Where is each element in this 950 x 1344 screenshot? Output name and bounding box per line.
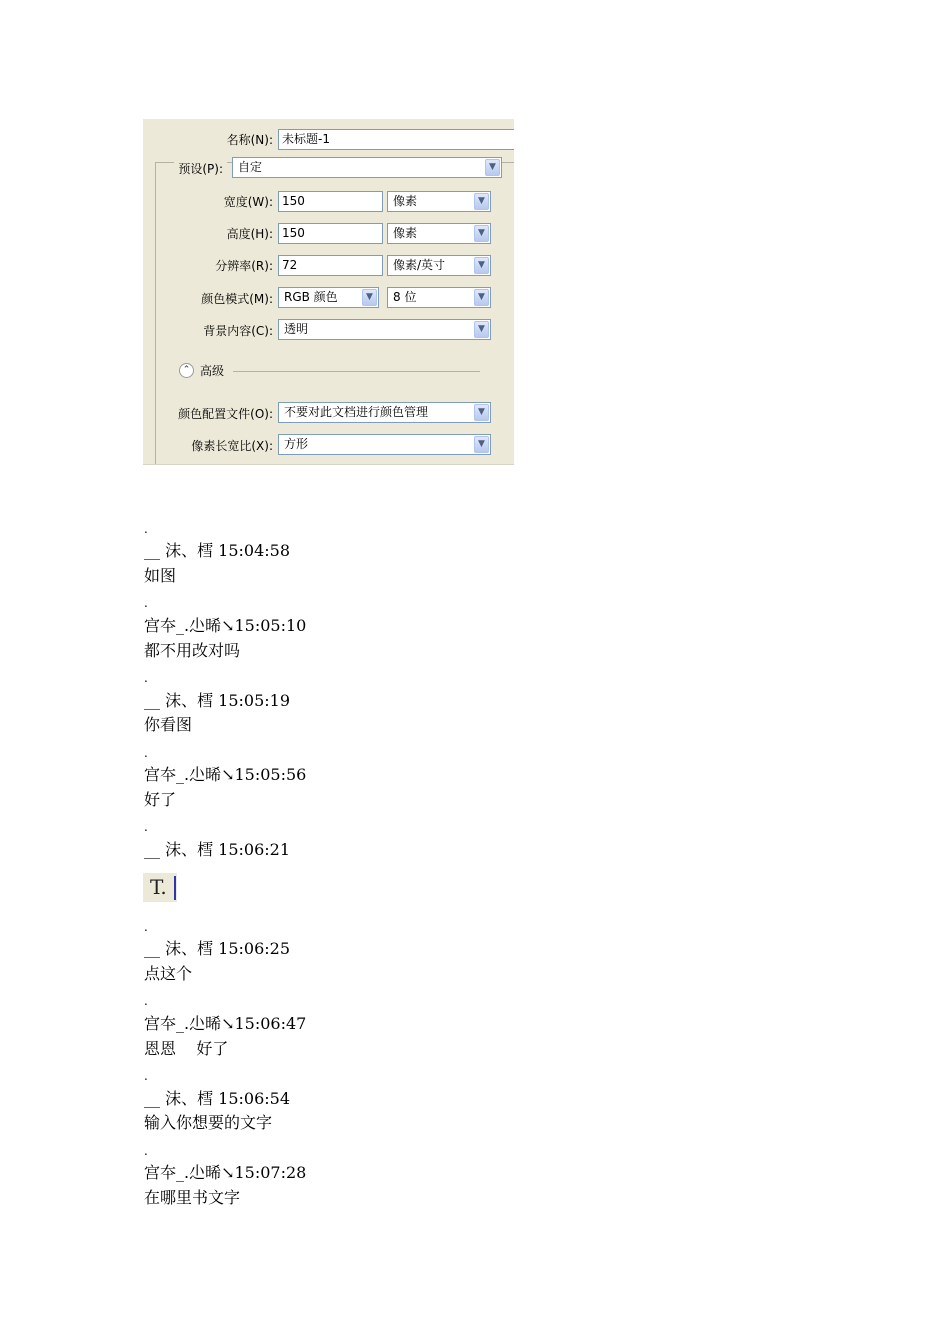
pixel-aspect-select[interactable] (278, 434, 491, 455)
message-header: __ 沫、樰 15:06:54 (144, 1089, 291, 1108)
text-cursor (174, 876, 176, 900)
text-tool-icon: T. (150, 875, 167, 899)
message-header: __ 沫、樰 15:06:21 (144, 840, 291, 859)
message-separator: . (144, 920, 148, 934)
width-input[interactable]: 150 (278, 191, 383, 212)
color-mode-label: 颜色模式(M): (201, 292, 273, 306)
message-text: 恩恩 好了 (144, 1039, 229, 1058)
color-mode-value: RGB 颜色 (284, 290, 338, 304)
message-header: 宫夲_.尐晞↘15:05:56 (144, 765, 307, 784)
message-text: 在哪里书文字 (144, 1188, 241, 1207)
message-header: 宫夲_.尐晞↘15:06:47 (144, 1014, 307, 1033)
message-text: 好了 (144, 790, 177, 809)
chevron-down-icon[interactable]: ▼ (474, 193, 489, 210)
message-text: 你看图 (144, 715, 193, 734)
name-input[interactable]: 未标题-1 (278, 129, 514, 150)
new-document-dialog (143, 119, 514, 465)
chevron-down-icon[interactable]: ▼ (474, 436, 489, 453)
chevron-down-icon[interactable]: ▼ (474, 257, 489, 274)
name-label: 名称(N): (226, 133, 273, 147)
height-input[interactable]: 150 (278, 223, 383, 244)
message-separator: . (144, 1069, 148, 1083)
pixel-aspect-value: 方形 (284, 437, 309, 451)
preset-label: 预设(P): (174, 162, 227, 176)
message-separator: . (144, 994, 148, 1008)
chevron-down-icon[interactable]: ▼ (474, 321, 489, 338)
message-separator: . (144, 522, 148, 536)
chevron-up-icon[interactable]: ⌃ (179, 363, 194, 378)
color-profile-select[interactable] (278, 402, 491, 423)
height-unit-value: 像素 (393, 226, 418, 240)
pixel-aspect-label: 像素长宽比(X): (191, 439, 273, 453)
chevron-down-icon[interactable]: ▼ (485, 159, 500, 176)
message-header: __ 沫、樰 15:06:25 (144, 939, 291, 958)
color-profile-label: 颜色配置文件(O): (178, 407, 273, 421)
bit-depth-select[interactable] (387, 287, 491, 308)
chevron-down-icon[interactable]: ▼ (362, 289, 377, 306)
message-separator: . (144, 820, 148, 834)
message-separator: . (144, 671, 148, 685)
background-value: 透明 (284, 322, 309, 336)
width-label: 宽度(W): (223, 195, 273, 209)
preset-select[interactable] (232, 157, 502, 178)
chevron-down-icon[interactable]: ▼ (474, 225, 489, 242)
advanced-label: 高级 (200, 364, 225, 378)
resolution-unit-select[interactable] (387, 255, 491, 276)
chevron-down-icon[interactable]: ▼ (474, 404, 489, 421)
background-label: 背景内容(C): (203, 324, 273, 338)
message-text: 点这个 (144, 964, 193, 983)
message-separator: . (144, 746, 148, 760)
message-header: __ 沫、樰 15:04:58 (144, 541, 291, 560)
resolution-label: 分辨率(R): (215, 259, 273, 273)
preset-select-value: 自定 (238, 160, 263, 174)
bit-depth-value: 8 位 (393, 290, 417, 304)
color-mode-select[interactable] (278, 287, 379, 308)
background-select[interactable] (278, 319, 491, 340)
height-unit-select[interactable] (387, 223, 491, 244)
width-unit-value: 像素 (393, 194, 418, 208)
message-header: 宫夲_.尐晞↘15:07:28 (144, 1163, 307, 1182)
message-text: 输入你想要的文字 (144, 1113, 273, 1132)
chevron-down-icon[interactable]: ▼ (474, 289, 489, 306)
message-header: 宫夲_.尐晞↘15:05:10 (144, 616, 307, 635)
message-text: 都不用改对吗 (144, 641, 241, 660)
message-separator: . (144, 596, 148, 610)
resolution-unit-value: 像素/英寸 (393, 258, 446, 272)
text-tool-image (143, 873, 177, 902)
message-text: 如图 (144, 566, 177, 585)
height-label: 高度(H): (226, 227, 273, 241)
color-profile-value: 不要对此文档进行颜色管理 (284, 405, 429, 419)
advanced-divider (233, 371, 480, 372)
width-unit-select[interactable] (387, 191, 491, 212)
resolution-input[interactable]: 72 (278, 255, 383, 276)
message-separator: . (144, 1144, 148, 1158)
message-header: __ 沫、樰 15:05:19 (144, 691, 291, 710)
